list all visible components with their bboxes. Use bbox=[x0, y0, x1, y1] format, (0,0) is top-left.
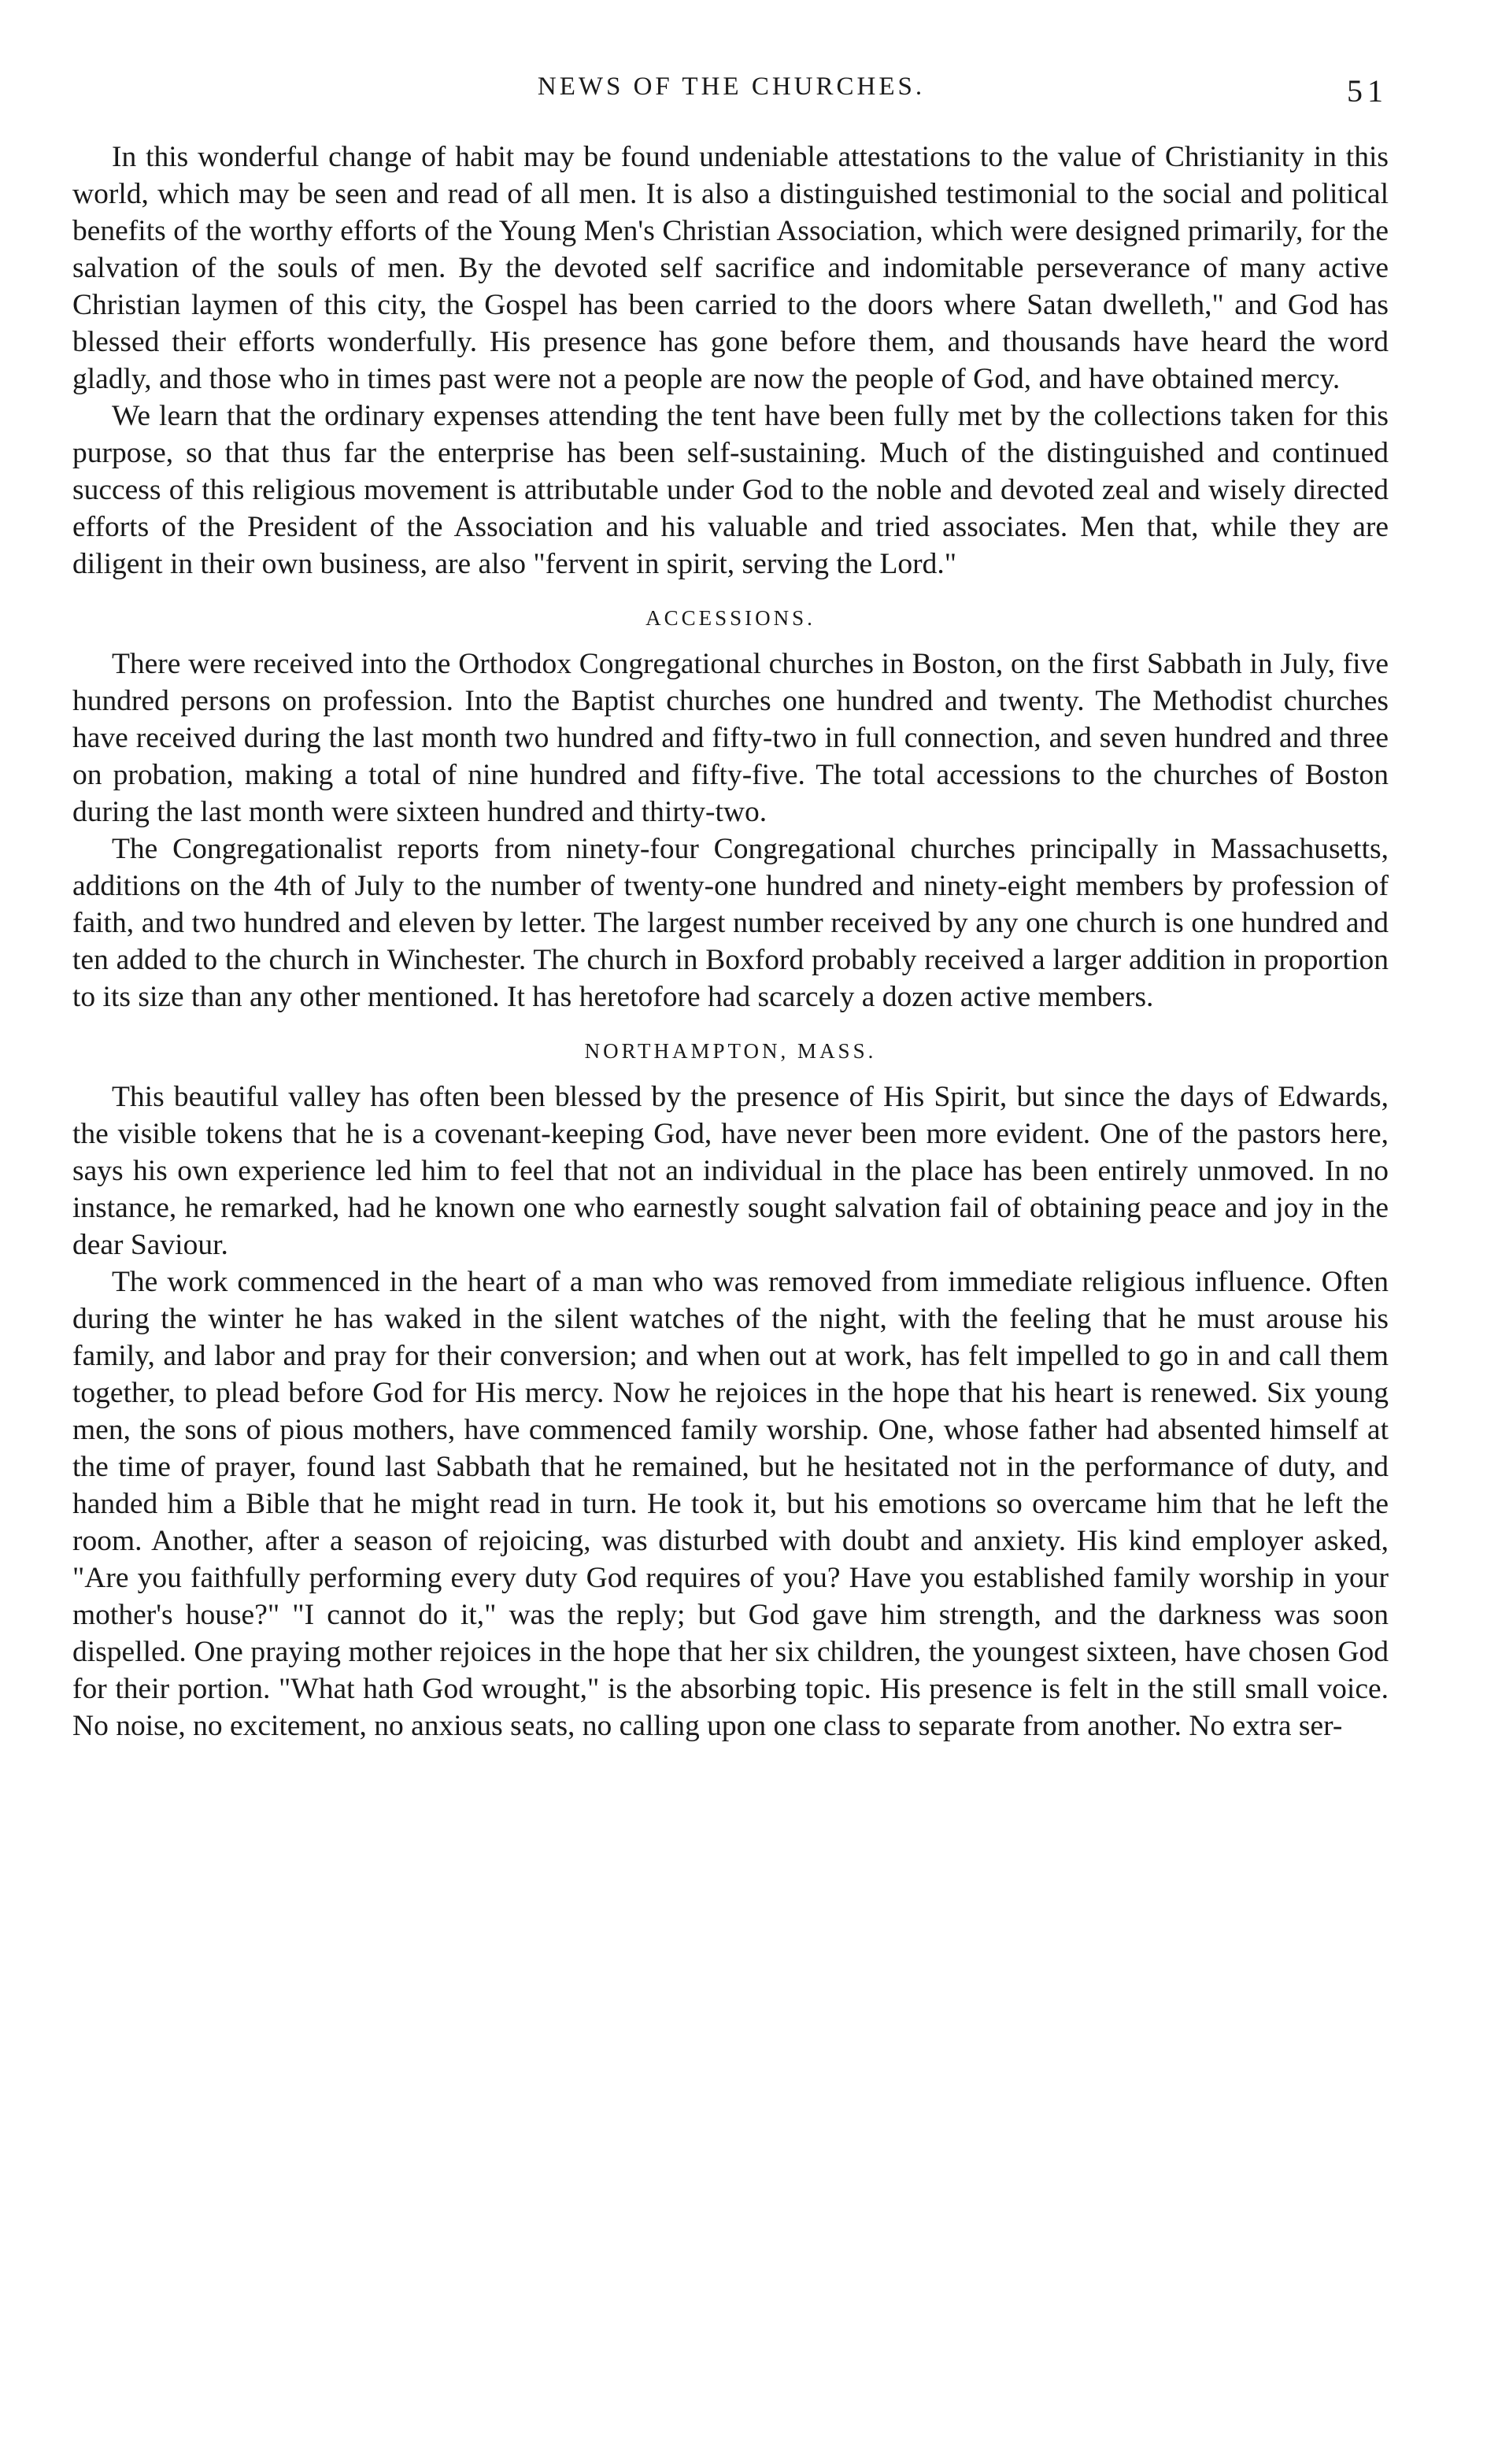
northampton-paragraph-1: This beautiful valley has often been blessed by the presence of His Spirit, but since the days of Edwards, the visible tokens that he is a covenant-keeping God, have never been more evident. One of the pastors here, says his own experience led him to feel that not an individual in the place has been entirely unmoved. In no instance, he remarked, had he known one who earnestly sought salvation fail of obtaining peace and joy in the dear Saviour. bbox=[72, 1081, 1389, 1261]
section-heading-accessions: ACCESSIONS. bbox=[645, 606, 816, 630]
section-heading-northampton: NORTHAMPTON, MASS. bbox=[584, 1039, 877, 1063]
accessions-paragraph-2: The Congregationalist reports from ninety-four Congregational churches principally in Massachusetts, additions on the 4th of July to the number of twenty-one hundred and ninety-eight members by profession of faith, and two hundred and eleven by letter. The largest number received by any one church is one hundred and ten added to the church in Winchester. The church in Boxford probably received a larger addition in proportion to its size than any other mentioned. It has heretofore had scarcely a dozen active members. bbox=[72, 833, 1389, 1013]
intro-paragraph-2: We learn that the ordinary expenses attending the tent have been fully met by the collections taken for this purpose, so that thus far the enterprise has been self-sustaining. Much of the distinguished and continued success of this religious movement is attributable under God to the noble and devoted zeal and wisely directed efforts of the President of the Association and his valuable and tried associates. Men that, while they are diligent in their own business, are also "fervent in spirit, serving the Lord." bbox=[72, 400, 1389, 580]
running-title: NEWS OF THE CHURCHES. bbox=[537, 72, 926, 101]
northampton-paragraph-2: The work commenced in the heart of a man who was removed from immediate religious influence. Often during the winter he has waked in the silent watches of the night, with the feeling that he must arouse his family, and labor and pray for their conversion; and when out at work, has felt impelled to go in and call them together, to plead before God for His mercy. Now he rejoices in the hope that his heart is renewed. Six young men, the sons of pious mothers, have commenced family worship. One, whose father had absented himself at the time of prayer, found last Sabbath that he remained, but he hesitated not in the performance of duty, and handed him a Bible that he might read in turn. He took it, but his emotions so overcame him that he left the room. Another, after a season of rejoicing, was disturbed with doubt and anxiety. His kind employer asked, "Are you faithfully performing every duty God requires of you? Have you established family worship in your mother's house?" "I cannot do it," was the reply; but God gave him strength, and the darkness was soon dispelled. One praying mother rejoices in the hope that her six children, the youngest sixteen, have chosen God for their portion. "What hath God wrought," is the absorbing topic. His presence is felt in the still small voice. No noise, no excitement, no anxious seats, no calling upon one class to separate from another. No extra ser- bbox=[72, 1266, 1389, 1742]
page-number: 51 bbox=[1347, 73, 1388, 109]
article-body bbox=[72, 139, 1389, 1744]
accessions-paragraph-1: There were received into the Orthodox Congregational churches in Boston, on the first Sabbath in July, five hundred persons on profession. Into the Baptist churches one hundred and twenty. The Methodist churches have received during the last month two hundred and fifty-two in full connection, and seven hundred and three on probation, making a total of nine hundred and fifty-five. The total accessions to the churches of Boston during the last month were sixteen hundred and thirty-two. bbox=[72, 648, 1389, 828]
page-header bbox=[75, 72, 1388, 120]
intro-paragraph-1: In this wonderful change of habit may be found undeniable attestations to the value of Christianity in this world, which may be seen and read of all men. It is also a distinguished testimonial to the social and political benefits of the worthy efforts of the Young Men's Christian Association, which were designed primarily, for the salvation of the souls of men. By the devoted self sacrifice and indomitable perseverance of many active Christian laymen of this city, the Gospel has been carried to the doors where Satan dwelleth," and God has blessed their efforts wonderfully. His presence has gone before them, and thousands have heard the word gladly, and those who in times past were not a people are now the people of God, and have obtained mercy. bbox=[72, 141, 1389, 395]
